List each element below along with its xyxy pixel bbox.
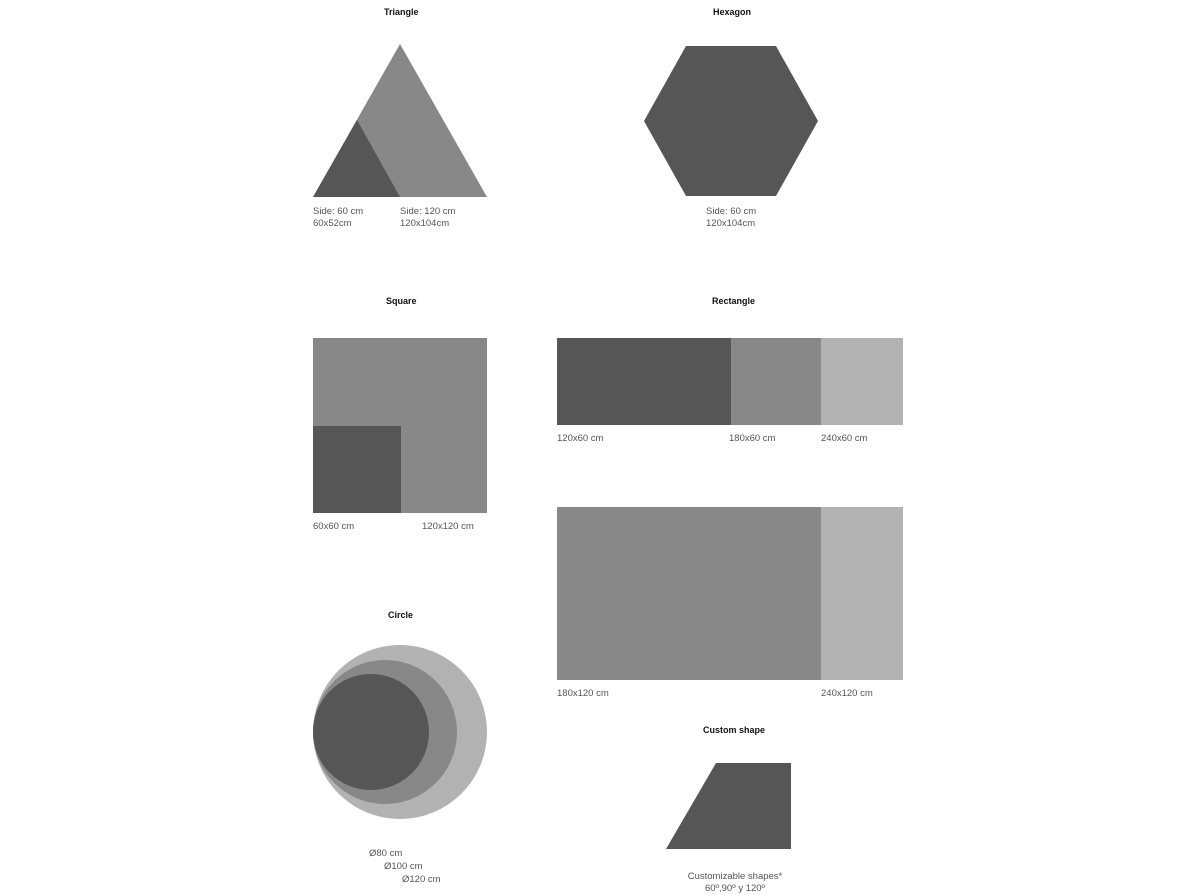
triangle-large-size: 120x104cm: [400, 218, 450, 229]
rectangle-180x120: [557, 507, 821, 680]
custom-shape-label: [687, 871, 783, 895]
circle-120-label: Ø120 cm: [402, 874, 441, 885]
custom-shape-line2: 60º,90º y 120º: [704, 883, 766, 894]
hexagon-size: 120x104cm: [706, 218, 756, 229]
triangle-large-label: [400, 206, 455, 230]
circle-title: Circle: [388, 610, 414, 620]
custom-shape: [666, 763, 791, 849]
rectangle-240x120-label: 240x120 cm: [821, 688, 873, 699]
hexagon-side: Side: 60 cm: [706, 206, 757, 217]
triangle-small-size: 60x52cm: [313, 218, 352, 229]
rectangle-180x120-label: 180x120 cm: [557, 688, 609, 699]
triangle-small-label: [313, 206, 363, 230]
hexagon-label: [706, 206, 756, 230]
rectangle-title: Rectangle: [712, 296, 756, 306]
square-small: [313, 426, 401, 513]
circle-80: [313, 674, 429, 790]
square-large-label: 120x120 cm: [422, 521, 474, 532]
rectangle-240x60-label: 240x60 cm: [821, 433, 868, 444]
square-title: Square: [386, 296, 417, 306]
triangle-title: Triangle: [384, 7, 419, 17]
circle-100-label: Ø100 cm: [384, 861, 423, 872]
custom-shape-line1: Customizable shapes*: [687, 871, 783, 882]
rectangle-120x60: [557, 338, 731, 425]
square-small-label: 60x60 cm: [313, 521, 355, 532]
triangle-large-side: Side: 120 cm: [400, 206, 456, 217]
hexagon-shape: [644, 46, 818, 196]
rectangle-120x60-label: 120x60 cm: [557, 433, 604, 444]
custom-shape-title: Custom shape: [703, 725, 766, 735]
circle-80-label: Ø80 cm: [369, 848, 403, 859]
hexagon-title: Hexagon: [713, 7, 752, 17]
triangle-small-side: Side: 60 cm: [313, 206, 364, 217]
rectangle-180x60-label: 180x60 cm: [729, 433, 776, 444]
